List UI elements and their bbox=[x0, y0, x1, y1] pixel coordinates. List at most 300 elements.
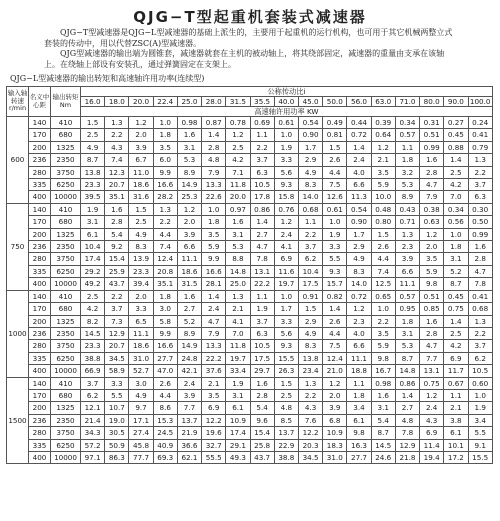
power-value-cell: 2.4 bbox=[347, 154, 371, 166]
power-value-cell: 40.9 bbox=[153, 439, 177, 451]
power-value-cell: 3.7 bbox=[250, 154, 274, 166]
table-row bbox=[7, 179, 493, 191]
header-input-speed: 输入轴转速r/min bbox=[7, 87, 29, 117]
power-value-cell: 3.1 bbox=[226, 389, 250, 401]
power-value-cell: 32.7 bbox=[202, 439, 226, 451]
power-value-cell: 8.9 bbox=[177, 166, 201, 178]
power-value-cell: 17.4 bbox=[226, 427, 250, 439]
power-value-cell: 0.69 bbox=[250, 117, 274, 129]
power-value-cell: 0.87 bbox=[202, 117, 226, 129]
input-speed-cell: 1000 bbox=[7, 290, 29, 377]
power-value-cell: 31.0 bbox=[129, 352, 153, 364]
header-power-group: 高速轴许用功率 KW bbox=[81, 107, 493, 117]
output-torque-cell: 680 bbox=[51, 303, 81, 315]
power-value-cell: 10.5 bbox=[468, 365, 492, 377]
power-value-cell: 9.1 bbox=[468, 439, 492, 451]
power-value-cell: 1.0 bbox=[371, 303, 395, 315]
power-value-cell: 4.9 bbox=[298, 327, 322, 339]
power-value-cell: 6.6 bbox=[347, 340, 371, 352]
power-value-cell: 0.57 bbox=[395, 129, 419, 141]
power-value-cell: 18.6 bbox=[129, 340, 153, 352]
power-value-cell: 25.3 bbox=[177, 191, 201, 203]
center-distance-cell: 200 bbox=[29, 315, 51, 327]
power-value-cell: 7.8 bbox=[468, 278, 492, 290]
power-value-cell: 2.8 bbox=[420, 166, 444, 178]
power-value-cell: 17.8 bbox=[250, 191, 274, 203]
power-value-cell: 17.1 bbox=[129, 414, 153, 426]
power-value-cell: 1.6 bbox=[177, 290, 201, 302]
power-value-cell: 8.9 bbox=[395, 191, 419, 203]
power-value-cell: 1.9 bbox=[81, 203, 105, 215]
input-speed-cell: 750 bbox=[7, 203, 29, 290]
power-value-cell: 2.6 bbox=[153, 377, 177, 389]
power-value-cell: 0.86 bbox=[395, 377, 419, 389]
power-value-cell: 16.3 bbox=[347, 439, 371, 451]
center-distance-cell: 170 bbox=[29, 129, 51, 141]
power-value-cell: 0.50 bbox=[468, 216, 492, 228]
output-torque-cell: 410 bbox=[51, 117, 81, 129]
power-value-cell: 2.6 bbox=[323, 154, 347, 166]
power-value-cell: 2.8 bbox=[105, 216, 129, 228]
power-value-cell: 12.2 bbox=[298, 427, 322, 439]
power-value-cell: 0.90 bbox=[298, 129, 322, 141]
table-row bbox=[7, 414, 493, 426]
power-value-cell: 0.67 bbox=[444, 377, 468, 389]
power-value-cell: 1.6 bbox=[105, 203, 129, 215]
power-value-cell: 27.7 bbox=[153, 352, 177, 364]
power-value-cell: 3.3 bbox=[274, 154, 298, 166]
power-value-cell: 0.71 bbox=[395, 216, 419, 228]
power-value-cell: 0.39 bbox=[371, 117, 395, 129]
power-value-cell: 11.1 bbox=[129, 327, 153, 339]
center-distance-cell: 140 bbox=[29, 117, 51, 129]
power-value-cell: 6.2 bbox=[468, 352, 492, 364]
power-value-cell: 7.5 bbox=[323, 340, 347, 352]
power-value-cell: 5.5 bbox=[105, 389, 129, 401]
power-value-cell: 27.7 bbox=[347, 451, 371, 463]
power-value-cell: 2.2 bbox=[468, 327, 492, 339]
power-value-cell: 2.2 bbox=[371, 315, 395, 327]
output-torque-cell: 680 bbox=[51, 129, 81, 141]
table-row bbox=[7, 216, 493, 228]
power-value-cell: 4.4 bbox=[371, 253, 395, 265]
power-value-cell: 3.1 bbox=[177, 141, 201, 153]
power-value-cell: 1.3 bbox=[468, 154, 492, 166]
power-value-cell: 0.81 bbox=[323, 129, 347, 141]
power-value-cell: 0.68 bbox=[298, 203, 322, 215]
power-value-cell: 9.8 bbox=[371, 352, 395, 364]
power-value-cell: 1.3 bbox=[153, 203, 177, 215]
power-value-cell: 77.7 bbox=[129, 451, 153, 463]
power-value-cell: 1.0 bbox=[274, 290, 298, 302]
power-value-cell: 39.4 bbox=[129, 278, 153, 290]
output-torque-cell: 10000 bbox=[51, 365, 81, 377]
power-value-cell: 1.1 bbox=[395, 141, 419, 153]
power-value-cell: 6.8 bbox=[323, 414, 347, 426]
power-value-cell: 24.8 bbox=[177, 352, 201, 364]
power-value-cell: 1.3 bbox=[468, 315, 492, 327]
power-value-cell: 9.9 bbox=[153, 327, 177, 339]
power-value-cell: 14.0 bbox=[298, 191, 322, 203]
output-torque-cell: 410 bbox=[51, 203, 81, 215]
power-value-cell: 1.0 bbox=[444, 228, 468, 240]
table-row bbox=[7, 278, 493, 290]
power-value-cell: 2.5 bbox=[226, 141, 250, 153]
power-value-cell: 13.3 bbox=[202, 179, 226, 191]
power-value-cell: 8.7 bbox=[444, 278, 468, 290]
table-row bbox=[7, 389, 493, 401]
power-value-cell: 4.2 bbox=[444, 179, 468, 191]
power-value-cell: 21.8 bbox=[395, 451, 419, 463]
power-value-cell: 14.8 bbox=[395, 365, 419, 377]
power-value-cell: 9.9 bbox=[202, 253, 226, 265]
output-torque-cell: 680 bbox=[51, 216, 81, 228]
table-row bbox=[7, 166, 493, 178]
power-value-cell: 7.4 bbox=[105, 154, 129, 166]
power-value-cell: 0.95 bbox=[395, 303, 419, 315]
ratio-header-cell: 22.4 bbox=[153, 97, 177, 107]
power-value-cell: 1.6 bbox=[371, 389, 395, 401]
power-value-cell: 3.7 bbox=[250, 315, 274, 327]
power-value-cell: 15.8 bbox=[274, 191, 298, 203]
power-value-cell: 28.2 bbox=[153, 191, 177, 203]
table-row bbox=[7, 191, 493, 203]
power-value-cell: 2.0 bbox=[177, 216, 201, 228]
power-value-cell: 3.9 bbox=[323, 402, 347, 414]
power-value-cell: 1.7 bbox=[298, 141, 322, 153]
power-value-cell: 0.82 bbox=[323, 290, 347, 302]
power-value-cell: 1.2 bbox=[420, 389, 444, 401]
power-value-cell: 1.8 bbox=[444, 241, 468, 253]
power-value-cell: 14.0 bbox=[347, 278, 371, 290]
power-value-cell: 3.5 bbox=[202, 228, 226, 240]
ratio-header-cell: 71.0 bbox=[395, 97, 419, 107]
power-value-cell: 31.6 bbox=[129, 191, 153, 203]
power-value-cell: 0.54 bbox=[298, 117, 322, 129]
table-row bbox=[7, 154, 493, 166]
table-caption: QJG−L型减速器的输出转矩和高速轴许用功率(连续型) bbox=[10, 74, 205, 83]
power-value-cell: 3.3 bbox=[323, 241, 347, 253]
power-value-cell: 5.4 bbox=[250, 402, 274, 414]
power-value-cell: 3.8 bbox=[444, 414, 468, 426]
power-value-cell: 1.5 bbox=[274, 377, 298, 389]
power-value-cell: 4.3 bbox=[105, 141, 129, 153]
power-value-cell: 18.8 bbox=[347, 365, 371, 377]
ratio-header-cell: 100.0 bbox=[469, 97, 491, 106]
power-value-cell: 4.0 bbox=[347, 166, 371, 178]
power-value-cell: 13.7 bbox=[177, 414, 201, 426]
power-value-cell: 0.48 bbox=[371, 203, 395, 215]
power-value-cell: 34.3 bbox=[81, 427, 105, 439]
power-value-cell: 0.64 bbox=[371, 129, 395, 141]
power-value-cell: 2.6 bbox=[323, 315, 347, 327]
power-value-cell: 7.4 bbox=[153, 241, 177, 253]
power-value-cell: 3.5 bbox=[202, 389, 226, 401]
power-value-cell: 5.2 bbox=[177, 315, 201, 327]
power-value-cell: 8.7 bbox=[395, 352, 419, 364]
ratio-header-cell: 90.0 bbox=[444, 97, 468, 107]
power-value-cell: 3.4 bbox=[347, 402, 371, 414]
power-value-cell: 11.1 bbox=[177, 253, 201, 265]
power-value-cell: 0.38 bbox=[420, 203, 444, 215]
table-row bbox=[7, 439, 493, 451]
power-value-cell: 17.4 bbox=[81, 253, 105, 265]
power-value-cell: 1.3 bbox=[298, 377, 322, 389]
power-value-cell: 6.6 bbox=[347, 179, 371, 191]
power-value-cell: 0.68 bbox=[468, 303, 492, 315]
ratio-header-cell: 35.5 bbox=[250, 97, 274, 107]
power-value-cell: 5.5 bbox=[468, 427, 492, 439]
power-value-cell: 8.5 bbox=[274, 414, 298, 426]
power-value-cell: 0.72 bbox=[347, 290, 371, 302]
power-value-cell: 0.45 bbox=[444, 290, 468, 302]
power-value-cell: 23.4 bbox=[298, 365, 322, 377]
power-value-cell: 10.5 bbox=[250, 179, 274, 191]
power-value-cell: 0.97 bbox=[226, 203, 250, 215]
output-torque-cell: 1325 bbox=[51, 141, 81, 153]
power-value-cell: 12.1 bbox=[81, 402, 105, 414]
power-value-cell: 1.7 bbox=[274, 303, 298, 315]
power-value-cell: 20.7 bbox=[105, 179, 129, 191]
power-value-cell: 35.1 bbox=[105, 191, 129, 203]
table-row bbox=[7, 253, 493, 265]
power-value-cell: 1.1 bbox=[444, 389, 468, 401]
power-value-cell: 7.9 bbox=[202, 166, 226, 178]
power-value-cell: 15.5 bbox=[274, 352, 298, 364]
power-value-cell: 2.5 bbox=[274, 389, 298, 401]
center-distance-cell: 335 bbox=[29, 179, 51, 191]
power-value-cell: 43.7 bbox=[105, 278, 129, 290]
power-value-cell: 2.7 bbox=[177, 303, 201, 315]
power-value-cell: 1.2 bbox=[420, 228, 444, 240]
power-value-cell: 1.2 bbox=[347, 303, 371, 315]
power-value-cell: 4.9 bbox=[347, 253, 371, 265]
power-value-cell: 4.2 bbox=[226, 154, 250, 166]
table-row bbox=[7, 352, 493, 364]
power-value-cell: 22.9 bbox=[274, 439, 298, 451]
ratio-header-cell: 50.0 bbox=[323, 97, 347, 107]
power-value-cell: 21.0 bbox=[323, 365, 347, 377]
power-value-cell: 6.1 bbox=[81, 228, 105, 240]
table-row bbox=[7, 303, 493, 315]
center-distance-cell: 200 bbox=[29, 228, 51, 240]
center-distance-cell: 280 bbox=[29, 340, 51, 352]
power-value-cell: 6.3 bbox=[468, 191, 492, 203]
center-distance-cell: 170 bbox=[29, 389, 51, 401]
power-value-cell: 6.2 bbox=[298, 253, 322, 265]
output-torque-cell: 2350 bbox=[51, 154, 81, 166]
power-value-cell: 25.9 bbox=[105, 265, 129, 277]
power-value-cell: 1.6 bbox=[250, 377, 274, 389]
power-value-cell: 7.9 bbox=[202, 327, 226, 339]
power-value-cell: 8.7 bbox=[81, 154, 105, 166]
power-value-cell: 12.4 bbox=[323, 352, 347, 364]
power-value-cell: 55.5 bbox=[202, 451, 226, 463]
power-value-cell: 11.6 bbox=[274, 265, 298, 277]
power-value-cell: 2.2 bbox=[250, 141, 274, 153]
power-value-cell: 9.9 bbox=[153, 166, 177, 178]
power-value-cell: 7.8 bbox=[250, 253, 274, 265]
power-value-cell: 2.8 bbox=[468, 253, 492, 265]
power-value-cell: 4.1 bbox=[226, 315, 250, 327]
power-value-cell: 7.7 bbox=[420, 352, 444, 364]
power-value-cell: 2.0 bbox=[129, 290, 153, 302]
power-value-cell: 0.34 bbox=[395, 117, 419, 129]
power-value-cell: 43.7 bbox=[250, 451, 274, 463]
power-value-cell: 0.61 bbox=[323, 203, 347, 215]
output-torque-cell: 2350 bbox=[51, 327, 81, 339]
table-row bbox=[7, 365, 493, 377]
power-value-cell: 0.75 bbox=[444, 303, 468, 315]
power-value-cell: 13.7 bbox=[274, 427, 298, 439]
power-value-cell: 0.41 bbox=[468, 290, 492, 302]
power-value-cell: 10.4 bbox=[298, 265, 322, 277]
power-value-cell: 1.4 bbox=[444, 315, 468, 327]
power-value-cell: 3.9 bbox=[177, 228, 201, 240]
table-row bbox=[7, 265, 493, 277]
power-value-cell: 2.2 bbox=[298, 228, 322, 240]
power-value-cell: 6.9 bbox=[420, 427, 444, 439]
power-value-cell: 7.0 bbox=[444, 191, 468, 203]
power-value-cell: 66.9 bbox=[81, 365, 105, 377]
power-value-cell: 11.3 bbox=[347, 191, 371, 203]
power-value-cell: 0.27 bbox=[444, 117, 468, 129]
power-value-cell: 18.6 bbox=[129, 179, 153, 191]
power-value-cell: 1.2 bbox=[371, 141, 395, 153]
power-value-cell: 8.3 bbox=[298, 340, 322, 352]
ratio-header-cell: 63.0 bbox=[371, 97, 395, 107]
power-value-cell: 1.6 bbox=[420, 154, 444, 166]
power-value-cell: 20.0 bbox=[226, 191, 250, 203]
center-distance-cell: 236 bbox=[29, 154, 51, 166]
power-value-cell: 0.79 bbox=[468, 141, 492, 153]
power-value-cell: 5.9 bbox=[202, 241, 226, 253]
power-value-cell: 1.0 bbox=[202, 203, 226, 215]
power-value-cell: 1.9 bbox=[250, 303, 274, 315]
power-value-cell: 1.4 bbox=[323, 303, 347, 315]
power-value-cell: 12.5 bbox=[371, 278, 395, 290]
power-value-cell: 4.7 bbox=[420, 340, 444, 352]
center-distance-cell: 280 bbox=[29, 253, 51, 265]
power-value-cell: 2.3 bbox=[347, 315, 371, 327]
power-value-cell: 12.9 bbox=[395, 439, 419, 451]
power-value-cell: 0.30 bbox=[468, 203, 492, 215]
power-value-cell: 13.3 bbox=[202, 340, 226, 352]
power-value-cell: 0.60 bbox=[468, 377, 492, 389]
power-value-cell: 2.5 bbox=[129, 216, 153, 228]
power-value-cell: 13.1 bbox=[420, 365, 444, 377]
center-distance-cell: 400 bbox=[29, 191, 51, 203]
power-value-cell: 1.8 bbox=[153, 290, 177, 302]
center-distance-cell: 335 bbox=[29, 439, 51, 451]
center-distance-cell: 335 bbox=[29, 265, 51, 277]
power-value-cell: 69.3 bbox=[153, 451, 177, 463]
output-torque-cell: 1325 bbox=[51, 228, 81, 240]
power-value-cell: 3.9 bbox=[395, 253, 419, 265]
power-value-cell: 28.1 bbox=[202, 278, 226, 290]
power-value-cell: 29.1 bbox=[226, 439, 250, 451]
power-value-cell: 1.4 bbox=[202, 129, 226, 141]
power-value-cell: 0.45 bbox=[444, 129, 468, 141]
power-value-cell: 0.24 bbox=[468, 117, 492, 129]
power-value-cell: 1.1 bbox=[347, 377, 371, 389]
ratio-header-cell: 40.0 bbox=[274, 97, 298, 107]
power-value-cell: 33.4 bbox=[226, 365, 250, 377]
power-value-cell: 4.9 bbox=[298, 166, 322, 178]
power-value-cell: 30.5 bbox=[105, 427, 129, 439]
power-value-cell: 1.2 bbox=[177, 203, 201, 215]
power-value-cell: 31.5 bbox=[177, 278, 201, 290]
output-torque-cell: 1325 bbox=[51, 402, 81, 414]
power-value-cell: 1.6 bbox=[468, 241, 492, 253]
output-torque-cell: 10000 bbox=[51, 278, 81, 290]
intro-paragraph-2: QJG型减速器的输出端为圆锥套，减速器就套在主机的被动轴上，将其绕部固定，减速器的重量由支承在该轴上。在绕轴上部设有安装孔，通过弹簧固定在支架上。 bbox=[44, 49, 445, 69]
power-value-cell: 2.0 bbox=[323, 389, 347, 401]
power-value-cell: 2.2 bbox=[153, 216, 177, 228]
power-value-cell: 6.1 bbox=[444, 427, 468, 439]
power-value-cell: 4.0 bbox=[347, 327, 371, 339]
power-value-cell: 2.5 bbox=[444, 327, 468, 339]
power-value-cell: 5.9 bbox=[420, 265, 444, 277]
power-value-cell: 0.63 bbox=[420, 216, 444, 228]
power-value-cell: 1.5 bbox=[323, 141, 347, 153]
power-value-cell: 35.1 bbox=[153, 278, 177, 290]
power-value-cell: 1.9 bbox=[274, 141, 298, 153]
power-value-cell: 7.5 bbox=[323, 179, 347, 191]
power-value-cell: 1.5 bbox=[129, 203, 153, 215]
power-value-cell: 18.3 bbox=[323, 439, 347, 451]
power-value-cell: 2.1 bbox=[226, 303, 250, 315]
power-value-cell: 0.57 bbox=[395, 290, 419, 302]
power-value-cell: 0.88 bbox=[444, 141, 468, 153]
header-ratio-group: 公称传动比i bbox=[81, 87, 493, 97]
power-value-cell: 4.2 bbox=[81, 303, 105, 315]
power-value-cell: 12.3 bbox=[105, 166, 129, 178]
power-value-cell: 1.5 bbox=[81, 117, 105, 129]
power-value-cell: 1.9 bbox=[226, 377, 250, 389]
power-value-cell: 14.5 bbox=[81, 327, 105, 339]
intro-paragraph-1: QJG−T型减速器是QJG−L型减速器的基础上派生的，主要用于起重机的运行机构，也可用于其它机械两整立式套装的传动中，用以代替ZSC(A)型减速器。 bbox=[44, 28, 453, 48]
power-value-cell: 15.4 bbox=[105, 253, 129, 265]
power-value-cell: 1.3 bbox=[226, 290, 250, 302]
power-value-cell: 5.6 bbox=[274, 327, 298, 339]
table-row bbox=[7, 290, 493, 302]
output-torque-cell: 3750 bbox=[51, 166, 81, 178]
power-value-cell: 17.2 bbox=[444, 451, 468, 463]
power-value-cell: 62.1 bbox=[177, 451, 201, 463]
power-value-cell: 15.3 bbox=[153, 414, 177, 426]
power-value-cell: 8.2 bbox=[81, 315, 105, 327]
power-value-cell: 3.5 bbox=[153, 141, 177, 153]
power-value-cell: 10.9 bbox=[226, 414, 250, 426]
table-row bbox=[7, 203, 493, 215]
center-distance-cell: 200 bbox=[29, 402, 51, 414]
power-value-cell: 1.4 bbox=[444, 154, 468, 166]
power-value-cell: 6.9 bbox=[444, 352, 468, 364]
power-value-cell: 8.7 bbox=[371, 427, 395, 439]
power-value-cell: 3.2 bbox=[395, 166, 419, 178]
center-distance-cell: 400 bbox=[29, 451, 51, 463]
power-value-cell: 22.2 bbox=[202, 352, 226, 364]
power-value-cell: 6.9 bbox=[274, 253, 298, 265]
power-value-cell: 3.5 bbox=[371, 327, 395, 339]
power-value-cell: 1.6 bbox=[177, 129, 201, 141]
power-value-cell: 2.1 bbox=[202, 377, 226, 389]
power-value-cell: 0.41 bbox=[468, 129, 492, 141]
power-value-cell: 4.8 bbox=[395, 414, 419, 426]
power-value-cell: 1.8 bbox=[395, 315, 419, 327]
power-value-cell: 1.7 bbox=[347, 228, 371, 240]
